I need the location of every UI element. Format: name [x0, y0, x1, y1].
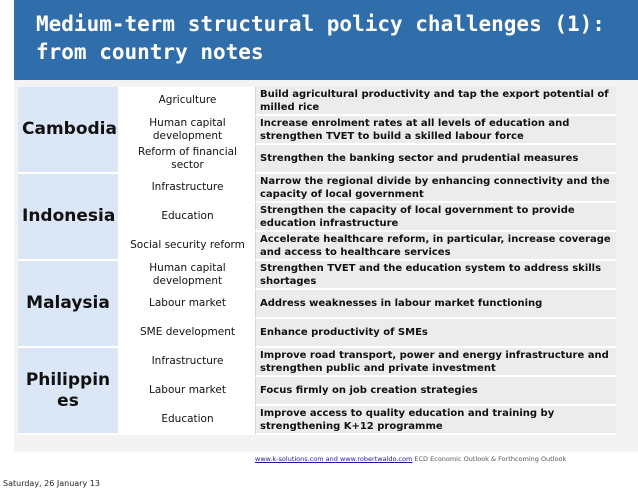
country-cell: Indonesia: [18, 174, 120, 261]
policy-area-cell: Infrastructure: [120, 348, 256, 377]
policy-area-cell: Human capital development: [120, 261, 256, 290]
country-cell: Philippines: [18, 348, 120, 435]
policy-challenge-cell: Accelerate healthcare reform, in particular, increase coverage and access to healthcare services: [256, 232, 616, 261]
policy-area-cell: Labour market: [120, 290, 256, 319]
policy-area-cell: Human capital development: [120, 116, 256, 145]
country-cell: Cambodia: [18, 87, 120, 174]
slide-date: Saturday, 26 January 13: [3, 479, 100, 488]
policy-challenge-cell: Improve access to quality education and training by strengthening K+12 programme: [256, 406, 616, 435]
policy-area-cell: SME development: [120, 319, 256, 348]
source-note: [255, 455, 567, 464]
policy-challenge-cell: Strengthen the banking sector and prudential measures: [256, 145, 616, 174]
policy-table: [18, 87, 616, 435]
policy-challenge-cell: Improve road transport, power and energy infrastructure and strengthen public and private investment: [256, 348, 616, 377]
slide-title-line-2: from country notes: [36, 40, 264, 64]
policy-challenge-cell: Build agricultural productivity and tap the export potential of milled rice: [256, 87, 616, 116]
policy-challenge-cell: Narrow the regional divide by enhancing connectivity and the capacity of local government: [256, 174, 616, 203]
table-row: [18, 348, 616, 377]
policy-challenge-cell: Focus firmly on job creation strategies: [256, 377, 616, 406]
policy-challenge-cell: Strengthen the capacity of local government to provide education infrastructure: [256, 203, 616, 232]
table-row: [18, 261, 616, 290]
policy-area-cell: Agriculture: [120, 87, 256, 116]
policy-challenge-cell: Increase enrolment rates at all levels of education and strengthen TVET to build a skilled labour force: [256, 116, 616, 145]
policy-area-cell: Education: [120, 406, 256, 435]
slide-title-line-1: Medium-term structural policy challenges (1):: [36, 12, 605, 36]
slide-title: [36, 10, 626, 66]
policy-challenge-cell: Address weaknesses in labour market functioning: [256, 290, 616, 319]
policy-area-cell: Social security reform: [120, 232, 256, 261]
source-text: ECD Economic Outlook & Forthcoming Outlook: [414, 455, 567, 463]
policy-area-cell: Education: [120, 203, 256, 232]
policy-area-cell: Infrastructure: [120, 174, 256, 203]
policy-challenge-cell: Enhance productivity of SMEs: [256, 319, 616, 348]
table-row: [18, 174, 616, 203]
country-cell: Malaysia: [18, 261, 120, 348]
policy-area-cell: Reform of financial sector: [120, 145, 256, 174]
source-link[interactable]: www.k-solutions.com and www.robertwaldo.com: [255, 455, 413, 463]
table-row: [18, 87, 616, 116]
policy-challenge-cell: Strengthen TVET and the education system to address skills shortages: [256, 261, 616, 290]
policy-area-cell: Labour market: [120, 377, 256, 406]
